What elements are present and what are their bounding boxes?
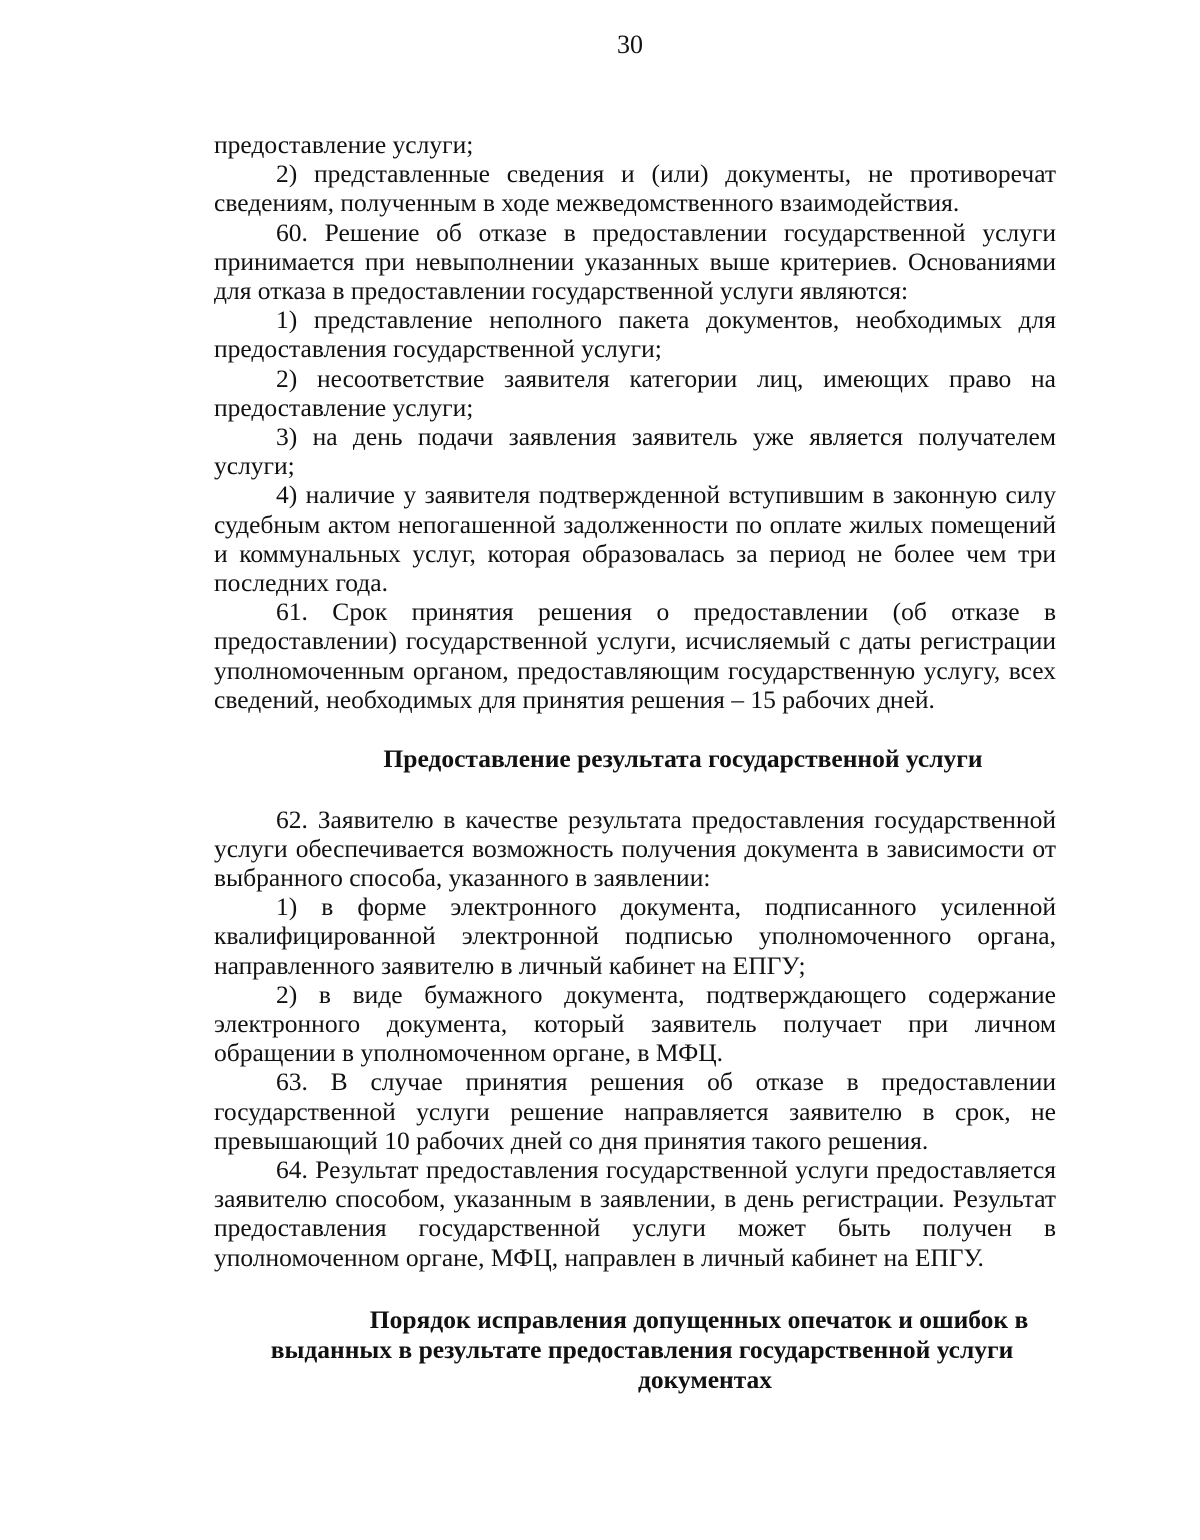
heading-line: документах [637, 1364, 773, 1394]
section-heading-corrections [214, 1305, 1056, 1395]
paragraph-61: 61. Срок принятия решения о предоставлении (об отказе в предоставлении) государственной услуги, исчисляемый с даты регистрации уполномоченным органом, предоставляющим государственную услугу, всех сведений, необходимых для принятия решения – 15 рабочих дней. [214, 597, 1056, 714]
document-body [214, 130, 1056, 1395]
section-heading-result: Предоставление результата государственной услуги [383, 744, 983, 774]
paragraph-60: 60. Решение об отказе в предоставлении государственной услуги принимается при невыполнении указанных выше критериев. Основаниями для отказа в предоставлении государственной услуги являются: [214, 217, 1056, 306]
paragraph: 3) на день подачи заявления заявитель уже является получателем услуги; [214, 422, 1056, 481]
page-number: 30 [617, 30, 643, 59]
paragraph: 1) представление неполного пакета документов, необходимых для предоставления государственной услуги; [214, 305, 1056, 364]
paragraph: 1) в форме электронного документа, подписанного усиленной квалифицированной электронной подписью уполномоченного органа, направленного заявителю в личный кабинет на ЕПГУ; [214, 892, 1056, 980]
paragraph: 2) представленные сведения и (или) документы, не противоречат сведениям, полученным в ходе межведомственного взаимодействия. [214, 159, 1056, 218]
paragraph: 4) наличие у заявителя подтвержденной вступившим в законную силу судебным актом непогашенной задолженности по оплате жилых помещений и коммунальных услуг, которая образовалась за период не более чем три последних года. [214, 480, 1056, 598]
paragraph-63: 63. В случае принятия решения об отказе в предоставлении государственной услуги решение направляется заявителю в срок, не превышающий 10 рабочих дней со дня принятия такого решения. [214, 1067, 1056, 1155]
paragraph-62: 62. Заявителю в качестве результата предоставления государственной услуги обеспечивается возможность получения документа в зависимости от выбранного способа, указанного в заявлении: [214, 804, 1056, 892]
paragraph: предоставление услуги; [214, 130, 474, 159]
paragraph: 2) в виде бумажного документа, подтверждающего содержание электронного документа, который заявитель получает при личном обращении в уполномоченном органе, в МФЦ. [214, 979, 1056, 1068]
paragraph-64: 64. Результат предоставления государственной услуги предоставляется заявителю способом, указанным в заявлении, в день регистрации. Результат предоставления государственной услуги может быть получен в уполномоченном органе, МФЦ, направлен в личный кабинет на ЕПГУ. [214, 1155, 1056, 1272]
heading-line: выданных в результате предоставления государственной услуги [270, 1334, 1014, 1364]
heading-line: Порядок исправления допущенных опечаток и ошибок в [369, 1304, 1029, 1334]
paragraph: 2) несоответствие заявителя категории лиц, имеющих право на предоставление услуги; [214, 363, 1056, 422]
